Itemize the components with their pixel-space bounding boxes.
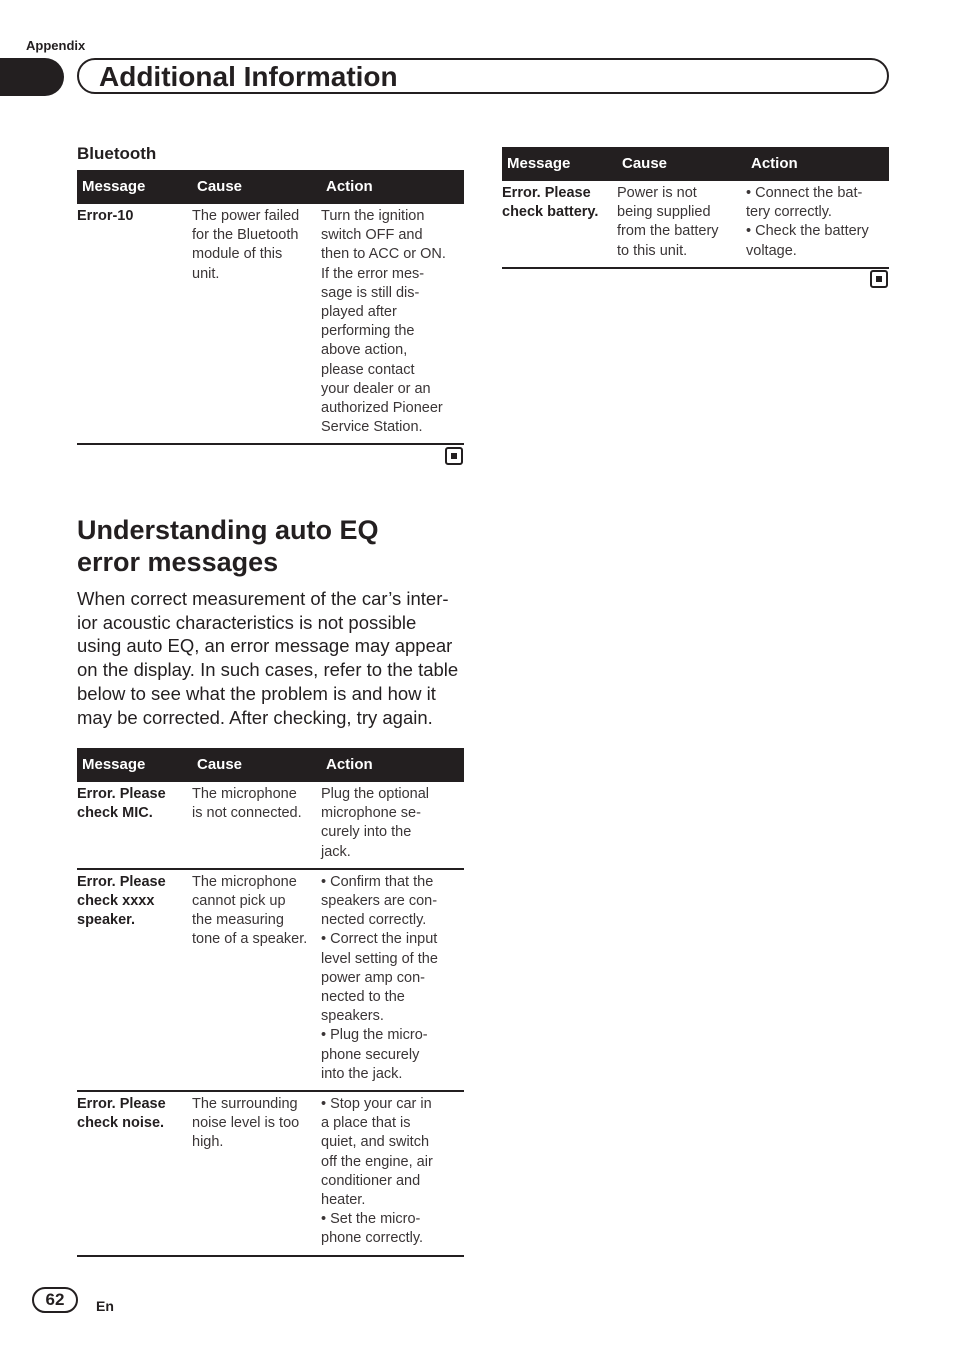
cell-text-line: check battery. [502,204,599,221]
page-title: Additional Information [99,61,398,92]
heading-line: Understanding auto EQ [77,515,379,545]
message-cell [77,785,192,862]
table-row [77,1092,464,1257]
cell-text-line: played after [321,304,397,321]
action-cell [321,785,464,862]
cell-text-line: • Set the micro- [321,1211,421,1228]
message-cell [77,207,192,437]
cell-text-line: speakers. [321,1008,384,1025]
column-header-cause: Cause [622,155,668,173]
cell-text-line: Error-10 [77,208,134,224]
cause-cell [617,184,746,261]
cell-text-line: module of this [192,246,283,263]
cell-text-line: phone securely [321,1046,420,1063]
intro-line: below to see what the problem is and how it [77,682,436,704]
cell-text-line: Power is not [617,185,697,201]
cell-text-line: cannot pick up [192,893,286,910]
cell-text-line: • Connect the bat- [746,185,863,201]
title-banner [77,58,889,94]
cell-text-line: off the engine, air [321,1153,433,1170]
cause-cell [192,207,321,437]
cell-text-line: Service Station. [321,419,423,436]
message-cell [77,873,192,1084]
cell-text-line: your dealer or an [321,380,431,397]
action-cell [321,873,464,1084]
column-header-message: Message [82,178,146,196]
page-number: 62 [32,1287,78,1313]
cell-text-line: a place that is [321,1115,411,1132]
bluetooth-heading: Bluetooth [77,144,157,163]
cell-text-line: unit. [192,265,220,282]
intro-line: When correct measurement of the car’s inter- [77,588,449,609]
intro-line: using auto EQ, an error message may appear [77,635,453,657]
cell-text-line: Plug the optional [321,786,430,802]
column-header-cause: Cause [197,756,243,774]
auto-eq-intro [77,587,458,729]
cell-text-line: curely into the [321,824,412,841]
table-header [502,147,889,181]
cell-text-line: from the battery [617,223,719,240]
table-row [502,181,889,269]
cell-text-line: tone of a speaker. [192,931,308,948]
section-label-appendix: Appendix [26,38,86,53]
cell-text-line: into the jack. [321,1065,403,1082]
cell-text-line: being supplied [617,204,711,221]
section-end-icon [870,270,888,288]
cell-text-line: • Stop your car in [321,1096,432,1113]
cell-text-line: then to ACC or ON. [321,246,446,263]
cell-text-line: heater. [321,1192,366,1209]
cell-text-line: phone correctly. [321,1230,424,1247]
cell-text-line: Turn the ignition [321,208,425,224]
cell-text-line: for the Bluetooth [192,227,299,244]
cell-text-line: If the error mes- [321,265,425,282]
cause-cell [192,785,321,862]
language-label: En [96,1298,114,1314]
cell-text-line: above action, [321,342,408,359]
battery-error-table [502,147,889,269]
action-cell [321,207,464,437]
cell-text-line: Error. Please [77,786,166,802]
cell-text-line: check noise. [77,1115,165,1132]
cell-text-line: level setting of the [321,950,438,967]
cell-text-line: conditioner and [321,1172,421,1189]
cell-text-line: • Check the battery [746,223,869,240]
cell-text-line: please contact [321,361,415,378]
cell-text-line: jack. [321,843,351,860]
column-header-message: Message [82,756,146,774]
cell-text-line: is not connected. [192,805,302,822]
intro-line: ior acoustic characteristics is not possible [77,611,417,633]
table-header [77,170,464,204]
section-tab-marker [0,58,64,96]
cause-cell [192,873,321,1084]
cell-text-line: noise level is too [192,1115,300,1132]
cell-text-line: sage is still dis- [321,284,420,301]
column-header-cause: Cause [197,178,243,196]
intro-line: on the display. In such cases, refer to the table [77,659,459,681]
action-cell [746,184,889,261]
cell-text-line: tery correctly. [746,204,832,221]
cell-text-line: The microphone [192,873,297,890]
auto-eq-error-table [77,748,464,1257]
table-header [77,748,464,782]
cell-text-line: voltage. [746,242,797,259]
column-header-action: Action [326,756,373,774]
cell-text-line: to this unit. [617,242,688,259]
cell-text-line: performing the [321,323,415,340]
cell-text-line: nected correctly. [321,912,427,929]
cell-text-line: high. [192,1134,224,1151]
cell-text-line: • Confirm that the [321,873,434,890]
message-cell [502,184,617,261]
cell-text-line: check xxxx [77,893,155,910]
cell-text-line: The surrounding [192,1096,298,1113]
cell-text-line: authorized Pioneer [321,400,443,417]
cell-text-line: Error. Please [502,185,591,201]
cell-text-line: Error. Please [77,1096,166,1113]
auto-eq-heading [77,514,379,578]
column-header-action: Action [326,178,373,196]
message-cell [77,1095,192,1249]
cell-text-line: quiet, and switch [321,1134,430,1151]
bluetooth-error-table [77,170,464,445]
intro-line: may be corrected. After checking, try again. [77,706,433,728]
table-row [77,204,464,445]
cell-text-line: • Plug the micro- [321,1027,428,1044]
cell-text-line: speakers are con- [321,893,438,910]
cell-text-line: The power failed [192,208,300,224]
action-cell [321,1095,464,1249]
cell-text-line: • Correct the input [321,931,438,948]
cell-text-line: switch OFF and [321,227,423,244]
cell-text-line: nected to the [321,989,405,1006]
cell-text-line: microphone se- [321,805,421,822]
cell-text-line: the measuring [192,912,284,929]
cell-text-line: The microphone [192,786,297,802]
cell-text-line: speaker. [77,912,136,929]
table-row [77,870,464,1092]
cell-text-line: Error. Please [77,873,166,890]
column-header-message: Message [507,155,571,173]
table-row [77,782,464,870]
cell-text-line: power amp con- [321,969,425,986]
section-end-icon [445,447,463,465]
cell-text-line: check MIC. [77,805,153,822]
cause-cell [192,1095,321,1249]
heading-line: error messages [77,547,279,577]
column-header-action: Action [751,155,798,173]
